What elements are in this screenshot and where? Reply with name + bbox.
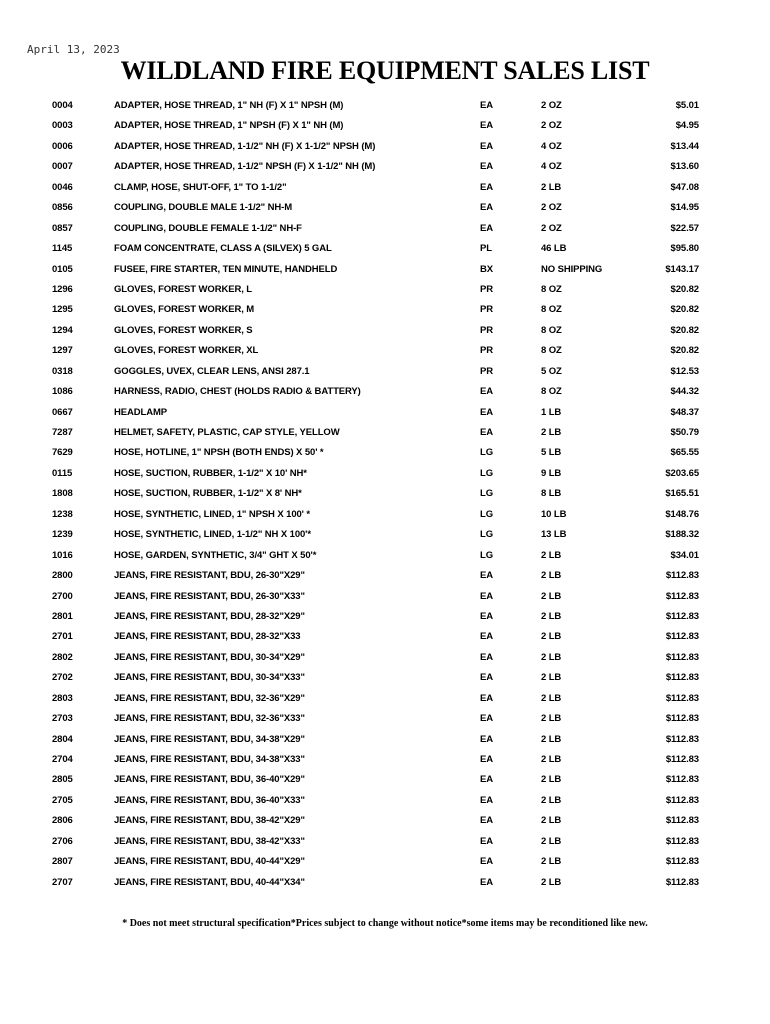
item-code: 7287 <box>52 427 73 438</box>
item-unit: EA <box>480 631 493 643</box>
item-unit: LG <box>480 488 493 500</box>
item-price: $112.83 <box>665 774 699 786</box>
list-item <box>0 299 770 319</box>
item-description: JEANS, FIRE RESISTANT, BDU, 36-40"X33" <box>114 794 305 806</box>
item-description: ADAPTER, HOSE THREAD, 1-1/2" NPSH (F) X 1-1/2" NH (M) <box>114 161 376 173</box>
item-code: 2705 <box>52 794 73 806</box>
item-code: 2702 <box>52 672 73 684</box>
item-description: HOSE, GARDEN, SYNTHETIC, 3/4" GHT X 50'* <box>114 549 317 561</box>
item-code: 2707 <box>52 876 73 888</box>
list-item <box>0 606 770 626</box>
item-price: $112.83 <box>665 856 699 868</box>
item-description: HOSE, SUCTION, RUBBER, 1-1/2" X 8' NH* <box>114 488 302 500</box>
item-code: 2800 <box>52 570 73 582</box>
item-unit: PR <box>480 304 493 316</box>
item-description: HARNESS, RADIO, CHEST (HOLDS RADIO & BATTERY) <box>114 386 361 398</box>
item-weight: 8 LB <box>541 488 562 500</box>
item-description: JEANS, FIRE RESISTANT, BDU, 34-38"X29" <box>114 733 305 745</box>
item-unit: EA <box>480 856 493 868</box>
item-unit: EA <box>480 815 493 827</box>
item-price: $65.55 <box>670 447 699 459</box>
item-code: 0856 <box>52 202 73 214</box>
item-description: JEANS, FIRE RESISTANT, BDU, 32-36"X33" <box>114 713 305 725</box>
item-description: FUSEE, FIRE STARTER, TEN MINUTE, HANDHELD <box>114 263 338 275</box>
list-item <box>0 729 770 749</box>
item-code: 2805 <box>52 774 73 786</box>
item-weight: 2 LB <box>541 427 562 438</box>
item-description: GLOVES, FOREST WORKER, S <box>114 324 253 336</box>
item-weight: 2 OZ <box>541 120 562 132</box>
item-code: 2703 <box>52 713 73 725</box>
list-item <box>0 504 770 524</box>
item-unit: BX <box>480 263 493 275</box>
item-unit: LG <box>480 508 493 520</box>
item-weight: 2 LB <box>541 651 562 663</box>
item-weight: 2 LB <box>541 713 562 725</box>
item-unit: EA <box>480 202 493 214</box>
item-code: 2700 <box>52 590 73 602</box>
list-item <box>0 442 770 462</box>
item-description: JEANS, FIRE RESISTANT, BDU, 28-32"X33 <box>114 631 301 643</box>
item-weight: 5 LB <box>541 447 562 459</box>
item-price: $13.60 <box>670 161 699 173</box>
item-weight: 8 OZ <box>541 304 562 316</box>
item-price: $20.82 <box>670 345 699 357</box>
item-unit: LG <box>480 467 493 479</box>
item-weight: 4 OZ <box>541 161 562 173</box>
item-description: JEANS, FIRE RESISTANT, BDU, 30-34"X33" <box>114 672 305 684</box>
item-unit: EA <box>480 222 493 234</box>
item-price: $112.83 <box>665 815 699 827</box>
item-unit: EA <box>480 794 493 806</box>
footnote: * Does not meet structural specification*Prices subject to change without notice*some items may be reconditioned like new. <box>122 918 648 929</box>
list-item <box>0 279 770 299</box>
list-item <box>0 463 770 483</box>
item-price: $34.01 <box>670 549 699 561</box>
item-description: JEANS, FIRE RESISTANT, BDU, 30-34"X29" <box>114 651 305 663</box>
item-description: COUPLING, DOUBLE FEMALE 1-1/2" NH-F <box>114 222 302 234</box>
item-description: JEANS, FIRE RESISTANT, BDU, 38-42"X33" <box>114 835 305 847</box>
item-price: $112.83 <box>665 590 699 602</box>
item-code: 7629 <box>52 447 73 459</box>
list-item <box>0 626 770 646</box>
list-item <box>0 95 770 115</box>
item-weight: 2 LB <box>541 876 562 888</box>
item-code: 0004 <box>52 100 73 111</box>
list-item <box>0 402 770 422</box>
page-title: WILDLAND FIRE EQUIPMENT SALES LIST <box>120 56 650 85</box>
item-code: 1297 <box>52 345 73 357</box>
item-description: JEANS, FIRE RESISTANT, BDU, 36-40"X29" <box>114 774 305 786</box>
item-price: $203.65 <box>665 467 699 479</box>
list-item <box>0 851 770 871</box>
item-code: 0007 <box>52 161 73 173</box>
item-price: $48.37 <box>670 406 699 418</box>
item-unit: LG <box>480 549 493 561</box>
item-unit: EA <box>480 100 493 111</box>
list-item <box>0 688 770 708</box>
item-price: $4.95 <box>675 120 699 132</box>
item-price: $13.44 <box>670 140 699 152</box>
item-unit: EA <box>480 713 493 725</box>
item-weight: 13 LB <box>541 529 567 541</box>
item-weight: 2 LB <box>541 754 562 765</box>
item-unit: EA <box>480 754 493 765</box>
item-unit: PR <box>480 365 493 377</box>
item-code: 1808 <box>52 488 73 500</box>
item-weight: 2 LB <box>541 631 562 643</box>
item-code: 1238 <box>52 508 73 520</box>
item-unit: EA <box>480 733 493 745</box>
item-description: CLAMP, HOSE, SHUT-OFF, 1" TO 1-1/2" <box>114 181 287 193</box>
page-date: April 13, 2023 <box>27 43 120 56</box>
item-code: 0857 <box>52 222 73 234</box>
item-description: JEANS, FIRE RESISTANT, BDU, 26-30"X33" <box>114 590 305 602</box>
item-code: 0006 <box>52 140 73 152</box>
item-weight: 2 LB <box>541 610 562 622</box>
item-weight: 2 LB <box>541 570 562 582</box>
item-unit: PR <box>480 283 493 295</box>
item-description: JEANS, FIRE RESISTANT, BDU, 28-32"X29" <box>114 610 305 622</box>
item-weight: 2 LB <box>541 733 562 745</box>
item-code: 2802 <box>52 651 73 663</box>
item-price: $112.83 <box>665 631 699 643</box>
item-price: $143.17 <box>665 263 699 275</box>
item-price: $20.82 <box>670 283 699 295</box>
list-item <box>0 586 770 606</box>
item-price: $20.82 <box>670 324 699 336</box>
item-price: $44.32 <box>670 386 699 398</box>
list-item <box>0 810 770 830</box>
item-unit: EA <box>480 692 493 704</box>
list-item <box>0 218 770 238</box>
item-weight: 2 OZ <box>541 222 562 234</box>
item-description: HELMET, SAFETY, PLASTIC, CAP STYLE, YELLOW <box>114 427 340 438</box>
item-code: 2701 <box>52 631 73 643</box>
item-price: $112.83 <box>665 733 699 745</box>
item-price: $112.83 <box>665 570 699 582</box>
item-code: 0105 <box>52 263 73 275</box>
item-description: JEANS, FIRE RESISTANT, BDU, 40-44"X34" <box>114 876 305 888</box>
item-unit: LG <box>480 529 493 541</box>
item-description: JEANS, FIRE RESISTANT, BDU, 38-42"X29" <box>114 815 305 827</box>
item-description: GLOVES, FOREST WORKER, M <box>114 304 255 316</box>
item-unit: EA <box>480 672 493 684</box>
item-code: 1296 <box>52 283 73 295</box>
item-code: 0003 <box>52 120 73 132</box>
item-price: $20.82 <box>670 304 699 316</box>
item-price: $95.80 <box>670 243 699 255</box>
item-price: $112.83 <box>665 754 699 765</box>
list-item <box>0 708 770 728</box>
item-weight: 5 OZ <box>541 365 562 377</box>
item-unit: PL <box>480 243 492 255</box>
list-item <box>0 565 770 585</box>
item-unit: EA <box>480 590 493 602</box>
item-price: $165.51 <box>665 488 699 500</box>
item-description: HOSE, SYNTHETIC, LINED, 1" NPSH X 100' * <box>114 508 310 520</box>
item-price: $148.76 <box>665 508 699 520</box>
item-description: HEADLAMP <box>114 406 168 418</box>
item-code: 1294 <box>52 324 73 336</box>
item-description: GLOVES, FOREST WORKER, L <box>114 283 252 295</box>
item-code: 2704 <box>52 754 73 765</box>
list-item <box>0 545 770 565</box>
item-code: 1239 <box>52 529 73 541</box>
item-description: HOSE, SUCTION, RUBBER, 1-1/2" X 10' NH* <box>114 467 307 479</box>
item-price: $112.83 <box>665 672 699 684</box>
list-item <box>0 381 770 401</box>
item-weight: 4 OZ <box>541 140 562 152</box>
item-unit: EA <box>480 876 493 888</box>
item-code: 2706 <box>52 835 73 847</box>
item-unit: EA <box>480 427 493 438</box>
item-unit: LG <box>480 447 493 459</box>
list-item <box>0 524 770 544</box>
item-code: 2803 <box>52 692 73 704</box>
list-item <box>0 667 770 687</box>
list-item <box>0 872 770 892</box>
item-weight: 2 LB <box>541 590 562 602</box>
list-item <box>0 177 770 197</box>
item-weight: 9 LB <box>541 467 562 479</box>
list-item <box>0 749 770 769</box>
item-unit: PR <box>480 324 493 336</box>
item-description: ADAPTER, HOSE THREAD, 1" NH (F) X 1" NPSH (M) <box>114 100 344 111</box>
item-price: $12.53 <box>670 365 699 377</box>
item-code: 1145 <box>52 243 73 255</box>
item-code: 0115 <box>52 467 73 479</box>
item-price: $50.79 <box>670 427 699 438</box>
item-description: JEANS, FIRE RESISTANT, BDU, 34-38"X33" <box>114 754 305 765</box>
item-weight: 2 LB <box>541 815 562 827</box>
item-price: $112.83 <box>665 835 699 847</box>
item-description: GOGGLES, UVEX, CLEAR LENS, ANSI 287.1 <box>114 365 310 377</box>
item-description: COUPLING, DOUBLE MALE 1-1/2" NH-M <box>114 202 293 214</box>
item-unit: EA <box>480 120 493 132</box>
item-price: $112.83 <box>665 692 699 704</box>
item-unit: EA <box>480 610 493 622</box>
item-price: $188.32 <box>665 529 699 541</box>
list-item <box>0 340 770 360</box>
list-item <box>0 790 770 810</box>
item-weight: 10 LB <box>541 508 567 520</box>
item-unit: EA <box>480 570 493 582</box>
list-item <box>0 238 770 258</box>
item-description: JEANS, FIRE RESISTANT, BDU, 32-36"X29" <box>114 692 305 704</box>
item-weight: 8 OZ <box>541 386 562 398</box>
item-description: ADAPTER, HOSE THREAD, 1" NPSH (F) X 1" NH (M) <box>114 120 344 132</box>
list-item <box>0 156 770 176</box>
list-item <box>0 361 770 381</box>
item-price: $112.83 <box>665 610 699 622</box>
item-weight: 2 LB <box>541 856 562 868</box>
item-unit: EA <box>480 140 493 152</box>
list-item <box>0 197 770 217</box>
item-weight: 8 OZ <box>541 283 562 295</box>
item-price: $22.57 <box>670 222 699 234</box>
item-code: 0667 <box>52 406 73 418</box>
item-unit: EA <box>480 774 493 786</box>
item-description: GLOVES, FOREST WORKER, XL <box>114 345 259 357</box>
item-unit: PR <box>480 345 493 357</box>
list-item <box>0 115 770 135</box>
list-item <box>0 320 770 340</box>
item-price: $14.95 <box>670 202 699 214</box>
list-item <box>0 647 770 667</box>
item-weight: 1 LB <box>541 406 562 418</box>
item-price: $112.83 <box>665 876 699 888</box>
item-unit: EA <box>480 651 493 663</box>
item-code: 2804 <box>52 733 73 745</box>
item-code: 0318 <box>52 365 73 377</box>
item-weight: 2 LB <box>541 692 562 704</box>
list-item <box>0 483 770 503</box>
item-code: 1295 <box>52 304 73 316</box>
item-price: $112.83 <box>665 651 699 663</box>
item-weight: 2 LB <box>541 549 562 561</box>
item-description: FOAM CONCENTRATE, CLASS A (SILVEX) 5 GAL <box>114 243 332 255</box>
list-item <box>0 422 770 442</box>
item-weight: 2 LB <box>541 774 562 786</box>
item-code: 1016 <box>52 549 73 561</box>
item-unit: EA <box>480 386 493 398</box>
item-unit: EA <box>480 161 493 173</box>
item-code: 2807 <box>52 856 73 868</box>
item-weight: 2 LB <box>541 835 562 847</box>
price-list <box>0 95 770 892</box>
list-item <box>0 136 770 156</box>
list-item <box>0 259 770 279</box>
item-price: $112.83 <box>665 794 699 806</box>
item-weight: 8 OZ <box>541 345 562 357</box>
item-price: $47.08 <box>670 181 699 193</box>
item-weight: 2 LB <box>541 181 562 193</box>
list-item <box>0 831 770 851</box>
item-weight: 2 OZ <box>541 100 562 111</box>
item-code: 0046 <box>52 181 73 193</box>
item-code: 1086 <box>52 386 73 398</box>
item-weight: 2 OZ <box>541 202 562 214</box>
item-unit: EA <box>480 181 493 193</box>
item-price: $112.83 <box>665 713 699 725</box>
item-description: HOSE, SYNTHETIC, LINED, 1-1/2" NH X 100'* <box>114 529 311 541</box>
item-description: JEANS, FIRE RESISTANT, BDU, 26-30"X29" <box>114 570 305 582</box>
item-weight: 2 LB <box>541 672 562 684</box>
item-description: JEANS, FIRE RESISTANT, BDU, 40-44"X29" <box>114 856 305 868</box>
item-code: 2801 <box>52 610 73 622</box>
item-weight: 2 LB <box>541 794 562 806</box>
item-weight: 46 LB <box>541 243 567 255</box>
item-description: HOSE, HOTLINE, 1" NPSH (BOTH ENDS) X 50' * <box>114 447 324 459</box>
item-price: $5.01 <box>675 100 699 111</box>
item-unit: EA <box>480 406 493 418</box>
list-item <box>0 769 770 789</box>
item-code: 2806 <box>52 815 73 827</box>
item-unit: EA <box>480 835 493 847</box>
item-weight: 8 OZ <box>541 324 562 336</box>
item-description: ADAPTER, HOSE THREAD, 1-1/2" NH (F) X 1-1/2" NPSH (M) <box>114 140 376 152</box>
item-weight: NO SHIPPING <box>541 263 603 275</box>
